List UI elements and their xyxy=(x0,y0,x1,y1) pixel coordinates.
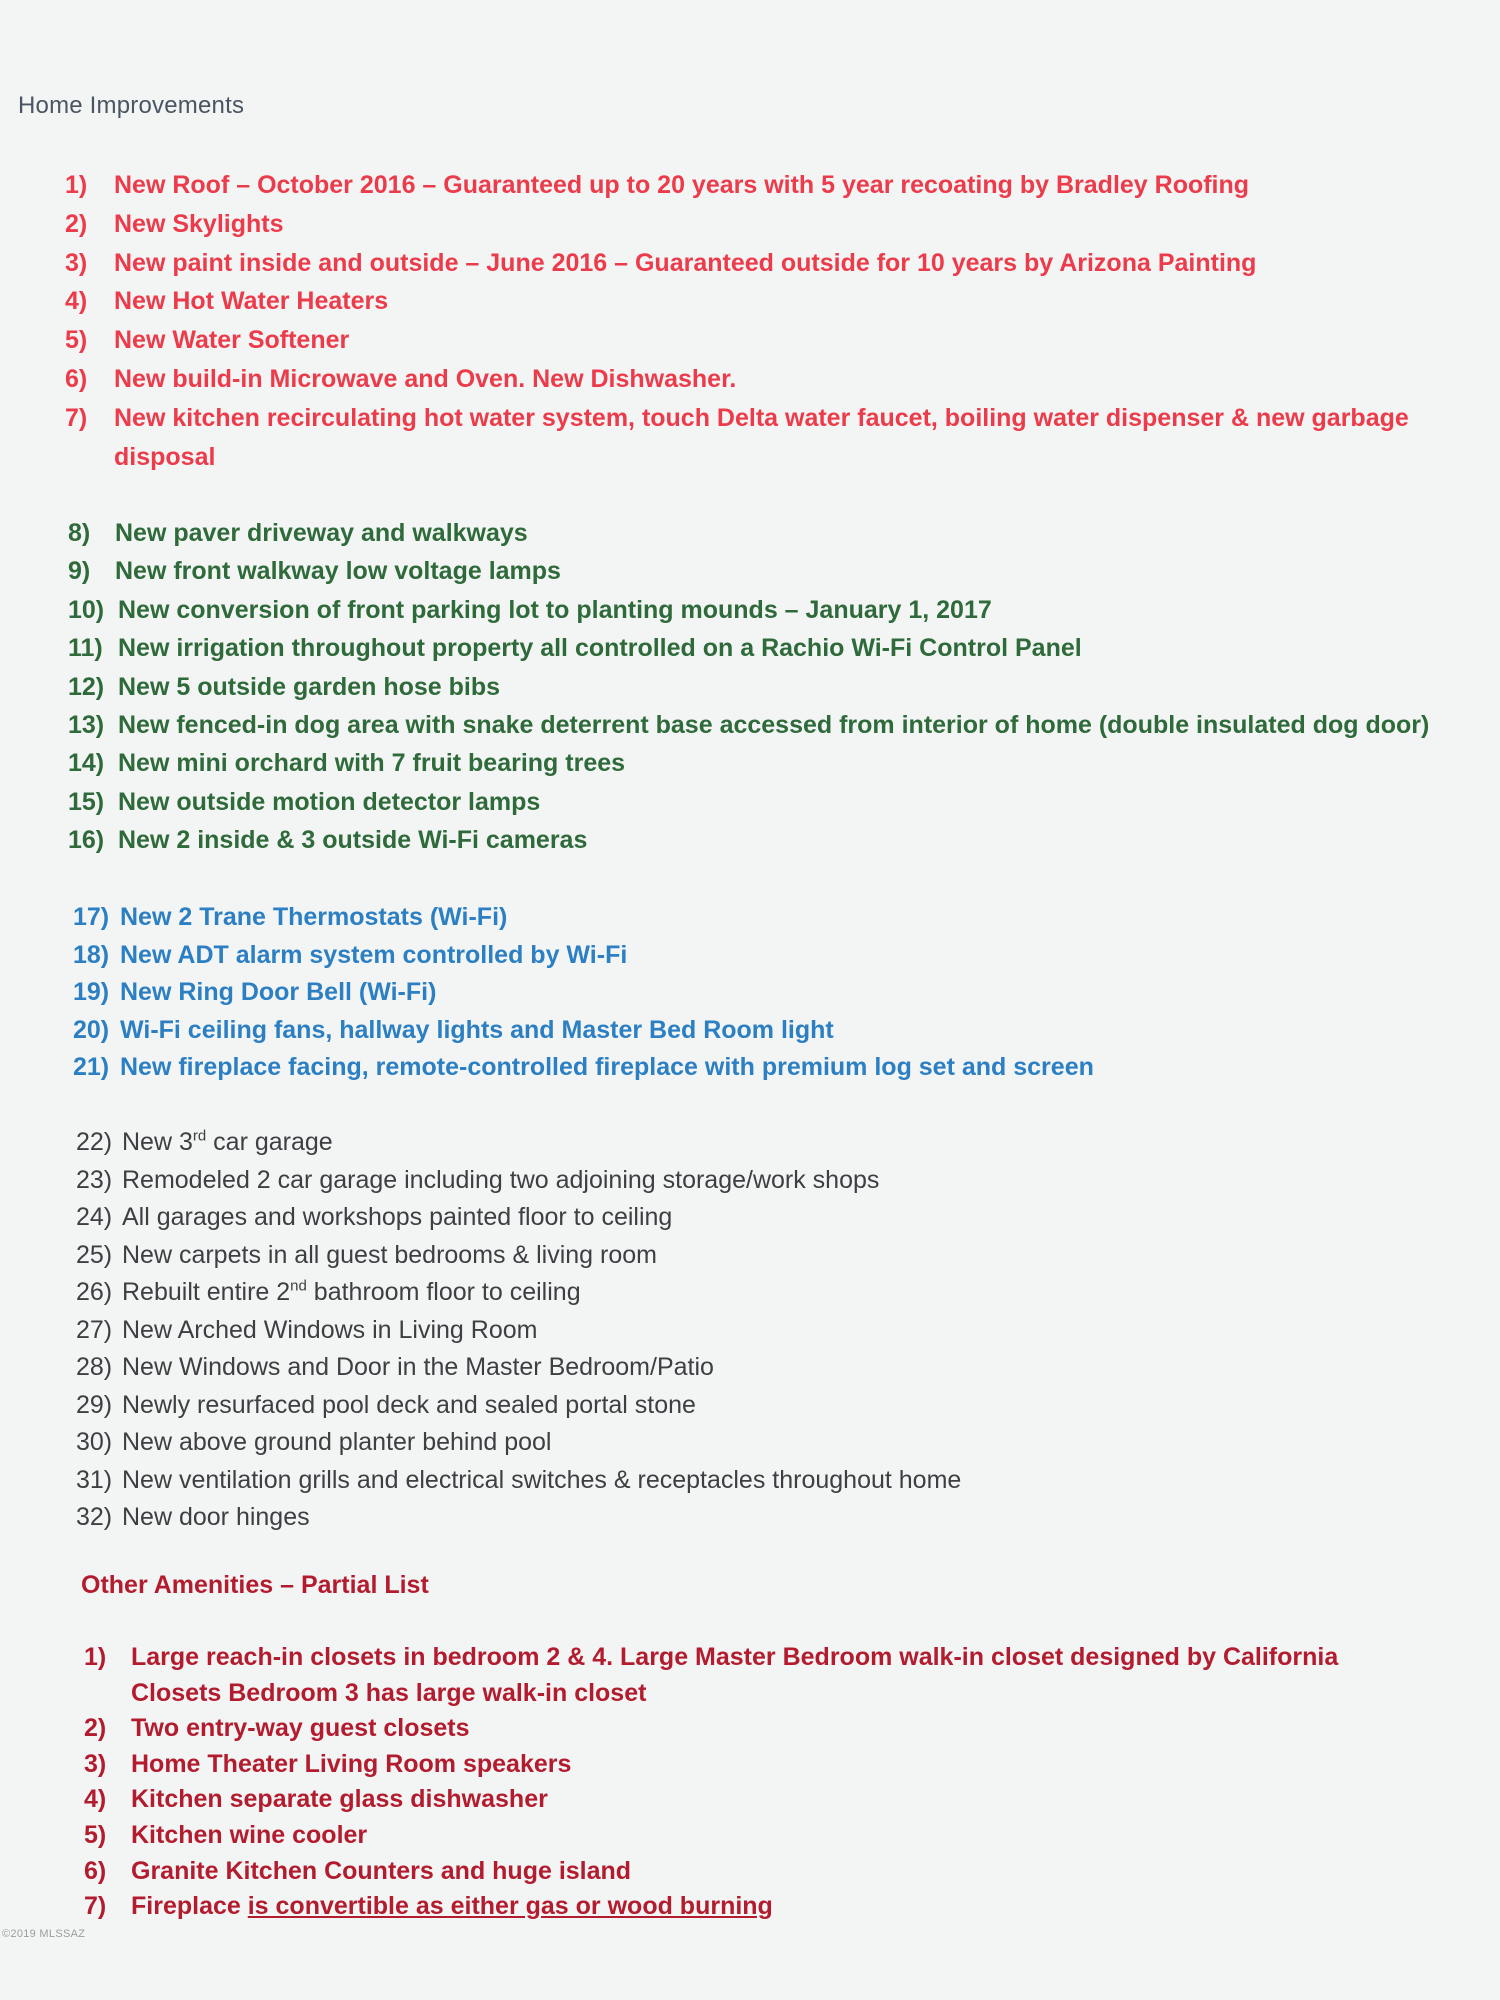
item-text: Wi-Fi ceiling fans, hallway lights and Master Bed Room light xyxy=(120,1015,834,1044)
item-number: 5) xyxy=(65,326,88,355)
item-text: New Water Softener xyxy=(114,326,350,355)
list-item xyxy=(0,1640,1500,1711)
item-text: Large reach-in closets in bedroom 2 & 4. Large Master Bedroom walk-in closet designed by California Closets Bedroom 3 has large walk-in closet xyxy=(131,1643,1339,1707)
item-number: 3) xyxy=(65,248,88,277)
item-text: Two entry-way guest closets xyxy=(131,1714,470,1743)
item-text: New front walkway low voltage lamps xyxy=(115,557,561,586)
item-number: 7) xyxy=(65,403,88,432)
list-item xyxy=(0,1237,1500,1275)
item-text xyxy=(131,1889,1500,1925)
ordinal-suffix: rd xyxy=(192,1127,207,1145)
red-improvements-list xyxy=(0,166,1500,476)
item-text: New 2 inside & 3 outside Wi-Fi cameras xyxy=(118,826,588,855)
list-item xyxy=(0,1854,1500,1890)
list-item xyxy=(0,706,1500,744)
item-number: 26) xyxy=(76,1278,113,1306)
item-text-part: Fireplace xyxy=(131,1892,248,1921)
list-item xyxy=(0,1199,1500,1237)
list-item xyxy=(0,552,1500,590)
item-text: Kitchen wine cooler xyxy=(131,1820,368,1849)
item-number: 24) xyxy=(76,1203,113,1231)
list-item xyxy=(0,1349,1500,1387)
list-item xyxy=(0,1711,1500,1747)
item-number: 32) xyxy=(76,1503,113,1531)
item-number: 4) xyxy=(84,1785,107,1814)
item-number: 12) xyxy=(68,672,105,701)
item-number: 21) xyxy=(73,1053,110,1082)
item-text: New ventilation grills and electrical switches & receptacles throughout home xyxy=(122,1465,962,1494)
list-item xyxy=(0,244,1500,283)
item-number: 8) xyxy=(68,519,91,547)
list-item xyxy=(0,1312,1500,1350)
item-number: 14) xyxy=(68,749,105,778)
list-item xyxy=(0,937,1500,975)
item-text: New Hot Water Heaters xyxy=(114,287,389,316)
item-number: 15) xyxy=(68,787,105,816)
item-number: 6) xyxy=(84,1856,107,1885)
amenities-list xyxy=(0,1640,1500,1925)
list-item xyxy=(0,1782,1500,1818)
page-title: Home Improvements xyxy=(18,92,245,119)
item-number: 31) xyxy=(76,1465,113,1494)
item-number: 5) xyxy=(84,1820,107,1849)
item-text: New Skylights xyxy=(114,209,284,238)
list-item xyxy=(0,1889,1500,1925)
list-item xyxy=(0,974,1500,1012)
item-text: New outside motion detector lamps xyxy=(118,787,541,816)
item-text-part: Rebuilt entire 2 xyxy=(122,1278,291,1306)
list-item xyxy=(0,783,1500,821)
list-item xyxy=(0,399,1500,477)
item-text: New build-in Microwave and Oven. New Dishwasher. xyxy=(114,364,737,393)
list-item xyxy=(0,668,1500,706)
item-number: 7) xyxy=(84,1892,107,1921)
item-text: New kitchen recirculating hot water system, touch Delta water faucet, boiling water dispenser & new garbage disposal xyxy=(114,403,1409,471)
item-text: New Arched Windows in Living Room xyxy=(122,1315,538,1344)
item-text: New conversion of front parking lot to planting mounds – January 1, 2017 xyxy=(118,595,992,624)
list-item xyxy=(0,321,1500,360)
list-item xyxy=(0,591,1500,629)
item-number: 9) xyxy=(68,557,91,586)
item-number: 17) xyxy=(73,903,110,931)
item-number: 13) xyxy=(68,711,105,740)
item-text: Remodeled 2 car garage including two adjoining storage/work shops xyxy=(122,1165,880,1194)
blue-improvements-list xyxy=(0,899,1500,1087)
list-item xyxy=(0,1049,1500,1087)
item-text: New above ground planter behind pool xyxy=(122,1428,552,1456)
item-number: 19) xyxy=(73,978,110,1007)
list-item xyxy=(0,1462,1500,1500)
item-text: New Roof – October 2016 – Guaranteed up to 20 years with 5 year recoating by Bradley Roofing xyxy=(114,171,1250,199)
copyright-watermark: ©2019 MLSSAZ xyxy=(2,1928,86,1940)
item-text: New door hinges xyxy=(122,1503,310,1531)
gray-improvements-list xyxy=(0,1124,1500,1537)
item-number: 30) xyxy=(76,1428,113,1456)
item-number: 25) xyxy=(76,1240,113,1269)
item-text: New ADT alarm system controlled by Wi-Fi xyxy=(120,940,628,969)
list-item xyxy=(0,514,1500,552)
item-text: Granite Kitchen Counters and huge island xyxy=(131,1856,632,1885)
item-number: 29) xyxy=(76,1390,113,1419)
item-text: New fenced-in dog area with snake deterrent base accessed from interior of home (double insulated dog door) xyxy=(118,711,1430,740)
item-number: 6) xyxy=(65,364,88,393)
item-text: Home Theater Living Room speakers xyxy=(131,1749,572,1778)
item-number: 22) xyxy=(76,1128,113,1156)
item-number: 11) xyxy=(68,634,103,663)
item-text xyxy=(122,1124,1500,1162)
list-item xyxy=(0,1387,1500,1425)
green-improvements-list xyxy=(0,514,1500,860)
item-number: 20) xyxy=(73,1015,110,1044)
list-item xyxy=(0,1162,1500,1200)
list-item xyxy=(0,1124,1500,1162)
item-number: 16) xyxy=(68,826,105,855)
item-text: New 2 Trane Thermostats (Wi-Fi) xyxy=(120,903,508,931)
item-text: New paver driveway and walkways xyxy=(115,519,528,547)
item-number: 3) xyxy=(84,1749,107,1778)
item-number: 1) xyxy=(65,171,88,199)
list-item xyxy=(0,1499,1500,1537)
item-text: New 5 outside garden hose bibs xyxy=(118,672,501,701)
ordinal-suffix: nd xyxy=(290,1277,307,1295)
item-text: New mini orchard with 7 fruit bearing trees xyxy=(118,749,626,778)
item-number: 27) xyxy=(76,1315,113,1344)
list-item xyxy=(0,1818,1500,1854)
item-number: 28) xyxy=(76,1353,113,1381)
item-text: New Ring Door Bell (Wi-Fi) xyxy=(120,978,437,1007)
item-number: 4) xyxy=(65,287,88,316)
amenities-heading: Other Amenities – Partial List xyxy=(81,1571,429,1599)
item-text xyxy=(122,1274,1500,1312)
item-number: 2) xyxy=(65,209,88,238)
list-item xyxy=(0,205,1500,244)
list-item xyxy=(0,744,1500,782)
item-text: New Windows and Door in the Master Bedroom/Patio xyxy=(122,1353,714,1381)
list-item xyxy=(0,282,1500,321)
item-text: Newly resurfaced pool deck and sealed portal stone xyxy=(122,1390,696,1419)
item-number: 18) xyxy=(73,940,110,969)
list-item xyxy=(0,629,1500,667)
list-item xyxy=(0,166,1500,205)
item-text: New paint inside and outside – June 2016 – Guaranteed outside for 10 years by Arizona Painting xyxy=(114,248,1257,277)
item-text: New carpets in all guest bedrooms & living room xyxy=(122,1240,657,1269)
item-text: New fireplace facing, remote-controlled fireplace with premium log set and screen xyxy=(120,1053,1094,1082)
item-number: 10) xyxy=(68,595,105,624)
list-item xyxy=(0,821,1500,859)
list-item xyxy=(0,899,1500,937)
item-text-part: New 3 xyxy=(122,1128,193,1156)
underlined-text: is convertible as either gas or wood burning xyxy=(247,1892,773,1921)
list-item xyxy=(0,1274,1500,1312)
list-item xyxy=(0,1012,1500,1050)
list-item xyxy=(0,1747,1500,1783)
item-text-part: car garage xyxy=(206,1128,333,1156)
item-text: All garages and workshops painted floor to ceiling xyxy=(122,1203,673,1231)
item-text-part: bathroom floor to ceiling xyxy=(306,1278,581,1306)
item-number: 2) xyxy=(84,1714,107,1743)
list-item xyxy=(0,360,1500,399)
item-number: 1) xyxy=(84,1643,107,1671)
item-text: New irrigation throughout property all controlled on a Rachio Wi-Fi Control Panel xyxy=(118,634,1082,663)
item-number: 23) xyxy=(76,1165,113,1194)
list-item xyxy=(0,1424,1500,1462)
item-text: Kitchen separate glass dishwasher xyxy=(131,1785,548,1814)
